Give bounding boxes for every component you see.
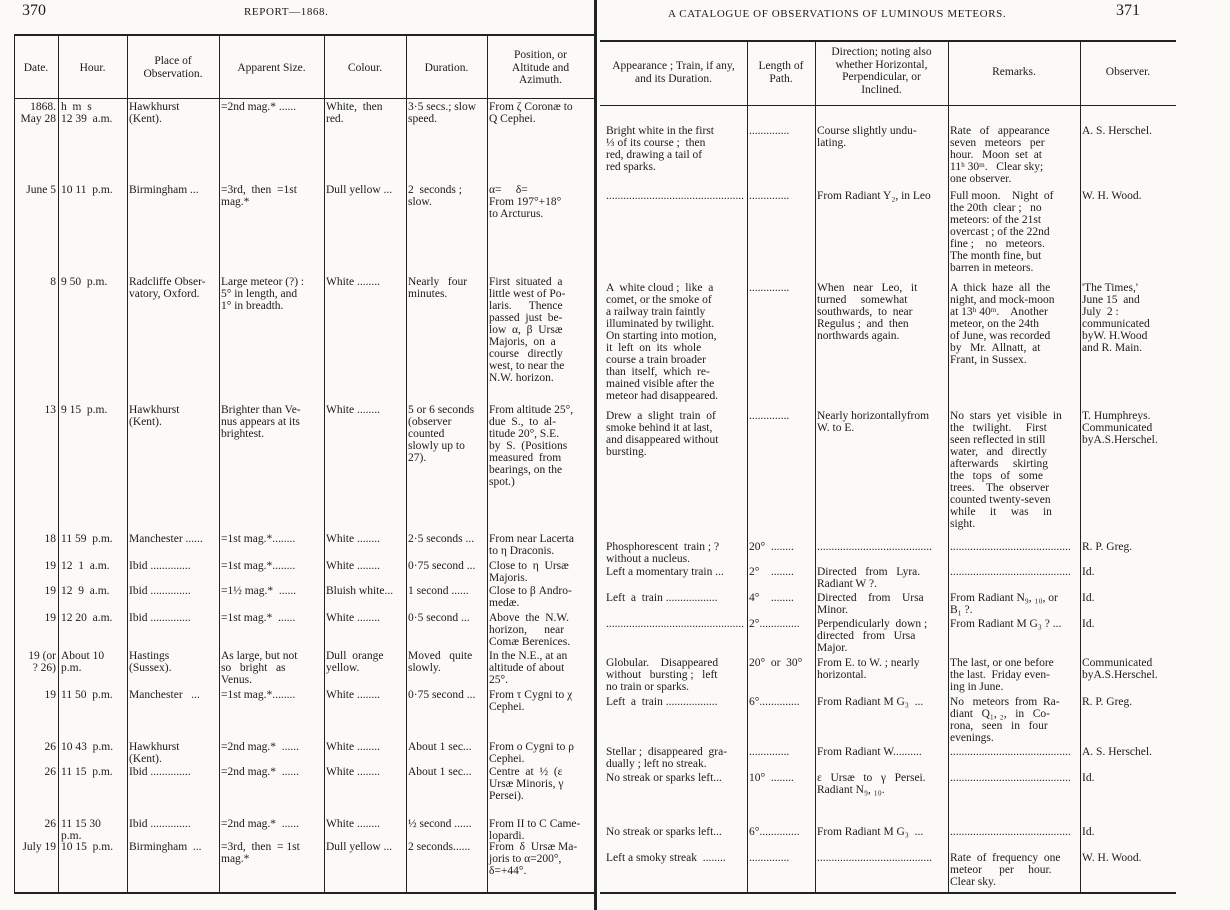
cell-observer: 'The Times,' June 15 and July 2 : communicated byW. H.Wood and R. Main. — [1082, 282, 1150, 354]
cell-remarks: No stars yet visible in the twilight. First seen reflected in still water, and directly afterwards skirting the tops of some trees. The observer counted twenty-seven while it was in sight. — [950, 410, 1062, 530]
cell-remarks: From Radiant N₉, ₁₀, or B₁ ?. — [950, 592, 1058, 616]
cell-colour: White ........ — [326, 689, 380, 701]
cell-observer: T. Humphreys. Communicated byA.S.Herschel. — [1082, 410, 1158, 446]
cell-colour: Dull yellow ... — [326, 841, 393, 853]
table-top-rule — [600, 40, 1176, 42]
cell-direction: From Radiant W.......... — [817, 746, 922, 758]
cell-duration: 0·75 second ... — [408, 689, 476, 701]
cell-hour: 12 1 a.m. — [61, 560, 110, 572]
cell-remarks: .......................................... — [950, 826, 1071, 838]
cell-appearance: Bright white in the first ⅓ of its course ; then red, drawing a tail of red sparks. — [606, 125, 714, 173]
cell-direction: From E. to W. ; nearly horizontal. — [817, 657, 920, 681]
cell-appearance: Globular. Disappeared without bursting ; left no train or sparks. — [606, 657, 719, 693]
cell-duration: ½ second ...... — [408, 818, 472, 830]
cell-hour: 9 15 p.m. — [61, 404, 108, 416]
cell-date: 13 — [44, 404, 56, 416]
cell-colour: White ........ — [326, 560, 380, 572]
column-rule — [14, 34, 15, 894]
cell-hour: 10 43 p.m. — [61, 741, 114, 753]
cell-size: Large meteor (?) : 5° in length, and 1° in breadth. — [221, 276, 305, 312]
cell-size: As large, but not so bright as Venus. — [221, 650, 298, 686]
header-position: Position, or Altitude and Azimuth. — [511, 49, 570, 86]
cell-colour: White ........ — [326, 404, 380, 416]
cell-hour: 10 11 p.m. — [61, 184, 113, 196]
cell-duration: 1 second ...... — [408, 585, 469, 597]
cell-position: From τ Cygni to χ Cephei. — [489, 689, 573, 713]
cell-date: 19 — [44, 560, 56, 572]
cell-observer: Communicated byA.S.Herschel. — [1082, 657, 1158, 681]
column-rule — [948, 40, 949, 894]
table-bottom-rule — [14, 892, 594, 894]
cell-remarks: .......................................... — [950, 772, 1071, 784]
cell-length: .............. — [749, 746, 790, 758]
cell-appearance: A white cloud ; like a comet, or the smoke of a railway train faintly illuminated by twilight. On starting into motion, it left on its whole course a train broader than itself, which re- mained visible after the meteor had disappeared. — [606, 282, 719, 402]
cell-hour: 11 15 p.m. — [61, 766, 113, 778]
cell-date: July 19 — [22, 841, 56, 853]
cell-length: 2°.............. — [749, 618, 800, 630]
cell-remarks: .......................................... — [950, 541, 1071, 553]
cell-length: 20° or 30° — [749, 657, 803, 669]
page-number-right: 371 — [1116, 2, 1140, 19]
cell-position: In the N.E., at an altitude of about 25°. — [489, 650, 568, 686]
cell-direction: When near Leo, it turned somewhat southwards, to near Regulus ; and then northwards again. — [817, 282, 918, 342]
cell-remarks: From Radiant M G₃ ? ... — [950, 618, 1062, 630]
column-rule — [127, 34, 128, 894]
cell-position: First situated a little west of Po- laris. Thence passed just be- low α, β Ursæ Majoris, on a course directly west, to near the N.W. horizon. — [489, 276, 566, 384]
header-hour: Hour. — [79, 62, 106, 74]
cell-appearance: No streak or sparks left... — [606, 826, 722, 838]
cell-direction: From Radiant M G₃ ... — [817, 696, 924, 708]
cell-place: Ibid .............. — [129, 818, 191, 830]
cell-appearance: ................................................ — [606, 190, 744, 202]
cell-position: From II to C Came- lopardi. — [489, 818, 581, 842]
page-number-left: 370 — [22, 2, 46, 19]
cell-observer: Id. — [1082, 592, 1095, 604]
cell-observer: A. S. Herschel. — [1082, 125, 1152, 137]
cell-size: Brighter than Ve- nus appears at its brightest. — [221, 404, 301, 440]
cell-direction: From Radiant Y₂, in Leo — [817, 190, 931, 202]
book-gutter — [594, 0, 597, 910]
cell-length: 10° ........ — [749, 772, 794, 784]
cell-remarks: Full moon. Night of the 20th clear ; no meteors: of the 21st overcast ; of the 22nd fine ; no meteors. The month fine, but barren in meteors. — [950, 190, 1054, 274]
cell-observer: Id. — [1082, 772, 1095, 784]
cell-appearance: Left a smoky streak ........ — [606, 852, 726, 864]
cell-duration: 0·5 second ... — [408, 612, 470, 624]
cell-length: .............. — [749, 282, 790, 294]
cell-position: From ζ Coronæ to Q Cephei. — [489, 101, 573, 125]
cell-place: Manchester ...... — [129, 533, 203, 545]
cell-remarks: No meteors from Ra- diant Q₁, ₂, in Co- rona, seen in four evenings. — [950, 696, 1060, 744]
cell-length: .............. — [749, 852, 790, 864]
header-remarks: Remarks. — [992, 66, 1036, 78]
cell-position: From near Lacerta to η Draconis. — [489, 533, 574, 557]
cell-position: From ο Cygni to ρ Cephei. — [489, 741, 574, 765]
cell-colour: White, then red. — [326, 101, 383, 125]
cell-place: Hawkhurst (Kent). — [129, 741, 180, 765]
cell-size: =3rd, then =1st mag.* — [221, 184, 297, 208]
cell-place: Ibid .............. — [129, 766, 191, 778]
cell-length: 4° ........ — [749, 592, 794, 604]
cell-appearance: Phosphorescent train ; ? without a nucleus. — [606, 541, 720, 565]
cell-remarks: The last, or one before the last. Friday even- ing in June. — [950, 657, 1054, 693]
header-bottom-rule — [14, 98, 594, 99]
cell-date: 26 — [44, 741, 56, 753]
cell-colour: White ........ — [326, 276, 380, 288]
header-colour: Colour. — [347, 62, 383, 74]
cell-size: =2nd mag.* ...... — [221, 101, 297, 113]
cell-date: 19 — [44, 612, 56, 624]
cell-place: Ibid .............. — [129, 612, 191, 624]
cell-size: =2nd mag.* ...... — [221, 766, 300, 778]
cell-place: Birmingham ... — [129, 184, 199, 196]
cell-duration: About 1 sec... — [408, 741, 472, 753]
cell-date: 8 — [50, 276, 56, 288]
cell-colour: White ........ — [326, 818, 380, 830]
cell-size: =1st mag.*........ — [221, 689, 296, 701]
running-head-right: A CATALOGUE OF OBSERVATIONS OF LUMINOUS METEORS. — [668, 8, 1007, 20]
cell-observer: Id. — [1082, 826, 1095, 838]
cell-direction: Directed from Lyra. Radiant W ?. — [817, 566, 921, 590]
cell-size: =3rd, then = 1st mag.* — [221, 841, 300, 865]
cell-size: =1st mag.*........ — [221, 533, 296, 545]
cell-remarks: Rate of frequency one meteor per hour. Clear sky. — [950, 852, 1061, 888]
header-bottom-rule — [600, 105, 1176, 106]
column-rule — [219, 34, 220, 894]
cell-duration: About 1 sec... — [408, 766, 472, 778]
cell-observer: W. H. Wood. — [1082, 852, 1142, 864]
cell-duration: 2 seconds ; slow. — [408, 184, 462, 208]
header-observer: Observer. — [1105, 66, 1151, 78]
cell-place: Manchester ... — [129, 689, 200, 701]
cell-duration: 2 seconds...... — [408, 841, 471, 853]
cell-direction: Perpendicularly down ; directed from Ursa Major. — [817, 618, 928, 654]
cell-colour: White ........ — [326, 612, 380, 624]
cell-duration: 0·75 second ... — [408, 560, 476, 572]
cell-position: From δ Ursæ Ma- joris to α=200°, δ=+44°. — [489, 841, 578, 877]
cell-position: Centre at ½ (ε Ursæ Minoris, γ Persei). — [489, 766, 564, 802]
cell-duration: Nearly four minutes. — [408, 276, 468, 300]
cell-date: 19 — [44, 689, 56, 701]
cell-direction: ........................................ — [817, 541, 932, 553]
cell-position: From altitude 25°, due S., to al- titude 20°, S.E. by S. (Positions measured from bearings, on the spot.) — [489, 404, 574, 488]
header-size: Apparent Size. — [237, 62, 306, 74]
cell-direction: Directed from Ursa Minor. — [817, 592, 924, 616]
column-rule — [747, 40, 748, 894]
cell-direction: Nearly horizontallyfrom W. to E. — [817, 410, 930, 434]
cell-observer: A. S. Herschel. — [1082, 746, 1152, 758]
column-rule — [1080, 40, 1081, 894]
cell-hour: 12 9 a.m. — [61, 585, 110, 597]
header-duration: Duration. — [424, 62, 469, 74]
cell-position: Above the N.W. horizon, near Comæ Berenices. — [489, 612, 571, 648]
cell-size: =1st mag.*........ — [221, 560, 296, 572]
cell-appearance: No streak or sparks left... — [606, 772, 722, 784]
cell-length: 2° ........ — [749, 566, 794, 578]
cell-hour: h m s 12 39 a.m. — [61, 101, 113, 125]
header-length: Length of Path. — [758, 60, 804, 85]
cell-remarks: A thick haze all the night, and mock-moon at 13ʰ 40ᵐ. Another meteor, on the 24th of June, was recorded by Mr. Allnatt, at Frant, in Sussex. — [950, 282, 1055, 366]
cell-duration: Moved quite slowly. — [408, 650, 473, 674]
right-page — [600, 0, 1230, 910]
cell-remarks: .......................................... — [950, 566, 1071, 578]
cell-date: June 5 — [26, 184, 56, 196]
cell-size: =1st mag.* ...... — [221, 612, 296, 624]
cell-length: .............. — [749, 410, 790, 422]
cell-duration: 5 or 6 seconds (observer counted slowly up to 27). — [408, 404, 475, 464]
column-rule — [324, 34, 325, 894]
cell-hour: 11 50 p.m. — [61, 689, 113, 701]
cell-direction: ........................................ — [817, 852, 932, 864]
cell-remarks: .......................................... — [950, 746, 1071, 758]
cell-place: Ibid .............. — [129, 585, 191, 597]
cell-date: 26 — [44, 818, 56, 830]
cell-hour: 9 50 p.m. — [61, 276, 108, 288]
cell-place: Radcliffe Obser- vatory, Oxford. — [129, 276, 206, 300]
left-page — [0, 0, 596, 910]
cell-observer: W. H. Wood. — [1082, 190, 1142, 202]
cell-observer: R. P. Greg. — [1082, 541, 1133, 553]
cell-date: 18 — [44, 533, 56, 545]
table-top-rule — [14, 34, 594, 36]
cell-appearance: Stellar ; disappeared gra- dually ; left no streak. — [606, 746, 728, 770]
cell-colour: Bluish white... — [326, 585, 394, 597]
cell-colour: Dull orange yellow. — [326, 650, 384, 674]
cell-length: .............. — [749, 125, 790, 137]
cell-colour: Dull yellow ... — [326, 184, 393, 196]
cell-direction: Course slightly undu- lating. — [817, 125, 917, 149]
cell-colour: White ........ — [326, 741, 380, 753]
cell-duration: 3·5 secs.; slow speed. — [408, 101, 477, 125]
cell-place: Hastings (Sussex). — [129, 650, 172, 674]
cell-position: Close to β Andro- medæ. — [489, 585, 572, 609]
header-place: Place of Observation. — [143, 55, 203, 80]
cell-size: =1½ mag.* ...... — [221, 585, 297, 597]
cell-place: Hawkhurst (Kent). — [129, 404, 180, 428]
cell-direction: From Radiant M G₃ ... — [817, 826, 924, 838]
cell-hour: 12 20 a.m. — [61, 612, 113, 624]
header-date: Date. — [23, 62, 49, 74]
cell-appearance: Left a train .................. — [606, 696, 718, 708]
column-rule — [58, 34, 59, 894]
cell-position: Close to η Ursæ Majoris. — [489, 560, 569, 584]
cell-observer: Id. — [1082, 566, 1095, 578]
cell-date: 19 — [44, 585, 56, 597]
header-appearance: Appearance ; Train, if any, and its Duration. — [612, 60, 735, 85]
cell-colour: White ........ — [326, 533, 380, 545]
cell-hour: 10 15 p.m. — [61, 841, 114, 853]
cell-colour: White ........ — [326, 766, 380, 778]
column-rule — [815, 40, 816, 894]
table-bottom-rule — [600, 892, 1176, 894]
cell-date: 1868. May 28 — [20, 101, 56, 125]
cell-length: 6°.............. — [749, 826, 800, 838]
cell-date: 19 (or ? 26) — [28, 650, 56, 674]
cell-appearance: Left a train .................. — [606, 592, 718, 604]
cell-length: 20° ........ — [749, 541, 794, 553]
header-direction: Direction; noting also whether Horizontal, Perpendicular, or Inclined. — [831, 46, 932, 96]
cell-place: Hawkhurst (Kent). — [129, 101, 180, 125]
cell-hour: About 10 p.m. — [61, 650, 105, 674]
cell-place: Ibid .............. — [129, 560, 191, 572]
cell-size: =2nd mag.* ...... — [221, 818, 300, 830]
cell-date: 26 — [44, 766, 56, 778]
column-rule — [406, 34, 407, 894]
cell-appearance: Drew a slight train of smoke behind it at last, and disappeared without bursting. — [606, 410, 719, 458]
cell-length: .............. — [749, 190, 790, 202]
cell-place: Birmingham ... — [129, 841, 202, 853]
cell-size: =2nd mag.* ...... — [221, 741, 300, 753]
column-rule — [487, 34, 488, 894]
cell-remarks: Rate of appearance seven meteors per hour. Moon set at 11ʰ 30ᵐ. Clear sky; one observer. — [950, 125, 1050, 185]
cell-hour: 11 59 p.m. — [61, 533, 113, 545]
cell-duration: 2·5 seconds ... — [408, 533, 475, 545]
cell-observer: Id. — [1082, 618, 1095, 630]
cell-direction: ε Ursæ to γ Persei. Radiant N₉, ₁₀. — [817, 772, 926, 796]
cell-length: 6°.............. — [749, 696, 800, 708]
running-head-left: REPORT—1868. — [244, 6, 329, 18]
cell-observer: R. P. Greg. — [1082, 696, 1133, 708]
cell-position: α= δ= From 197°+18° to Arcturus. — [489, 184, 562, 220]
cell-hour: 11 15 30 p.m. — [61, 818, 101, 842]
cell-appearance: Left a momentary train ... — [606, 566, 724, 578]
cell-appearance: ................................................ — [606, 618, 744, 630]
